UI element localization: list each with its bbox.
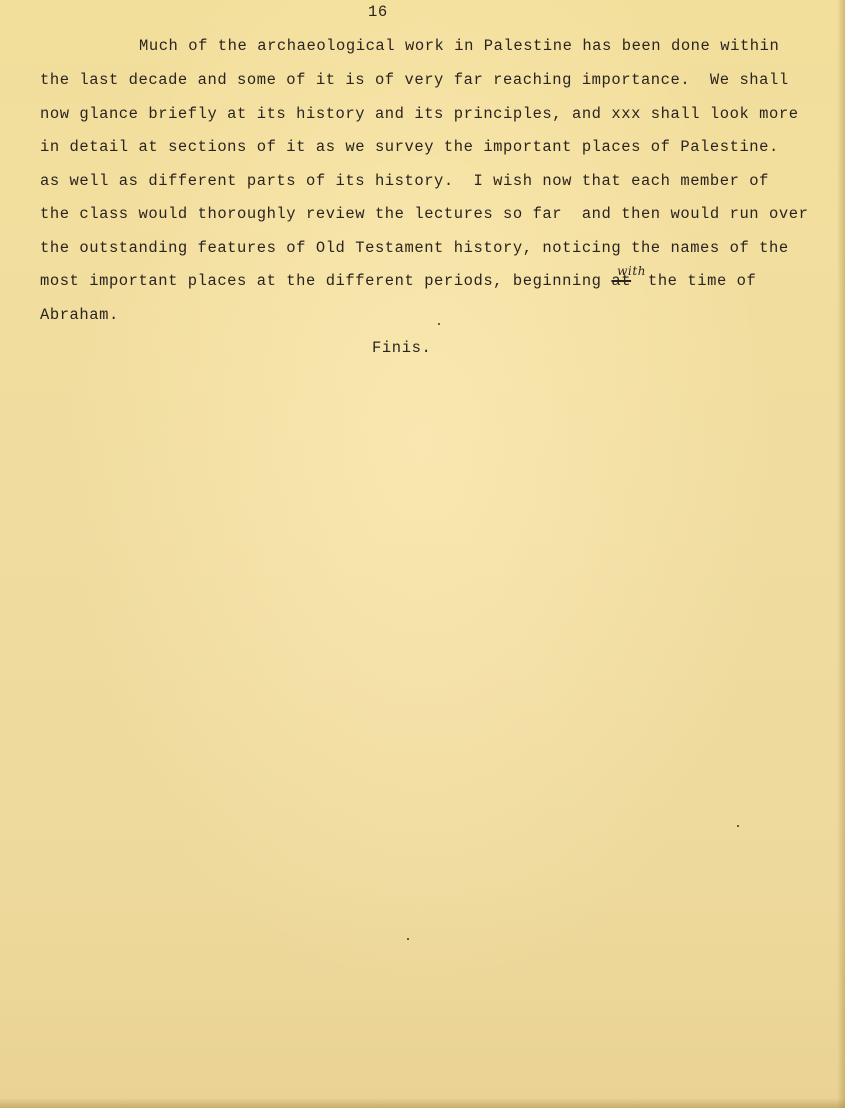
closing-word: Finis.: [372, 339, 432, 357]
text-line-8-start: most important places at the different periods, beginning: [40, 272, 602, 290]
text-line-3: now glance briefly at its history and its principles, and xxx shall look more: [40, 105, 799, 123]
text-line-5: as well as different parts of its history. I wish now that each member of: [40, 172, 770, 190]
page-edge-shadow-bottom: [0, 1098, 845, 1108]
ink-speck: [438, 323, 440, 325]
text-line-7: the outstanding features of Old Testament history, noticing the names of the: [40, 239, 789, 257]
text-line-8-end: the time of: [647, 272, 757, 290]
text-line-9: Abraham.: [40, 306, 119, 324]
page-edge-shadow-right: [837, 0, 845, 1108]
struck-word: at: [611, 272, 632, 290]
handwritten-insert: with: [617, 264, 646, 278]
text-line-6: the class would thoroughly review the lectures so far and then would run over: [40, 205, 809, 223]
text-line-4: in detail at sections of it as we survey the important places of Palestine.: [40, 138, 779, 156]
text-line-1: Much of the archaeological work in Palestine has been done within: [139, 37, 780, 55]
ink-speck: [407, 938, 409, 940]
page-number: 16: [368, 3, 388, 21]
ink-speck: [737, 825, 739, 827]
text-line-8: [40, 264, 757, 291]
text-line-2: the last decade and some of it is of very far reaching importance. We shall: [40, 71, 789, 89]
